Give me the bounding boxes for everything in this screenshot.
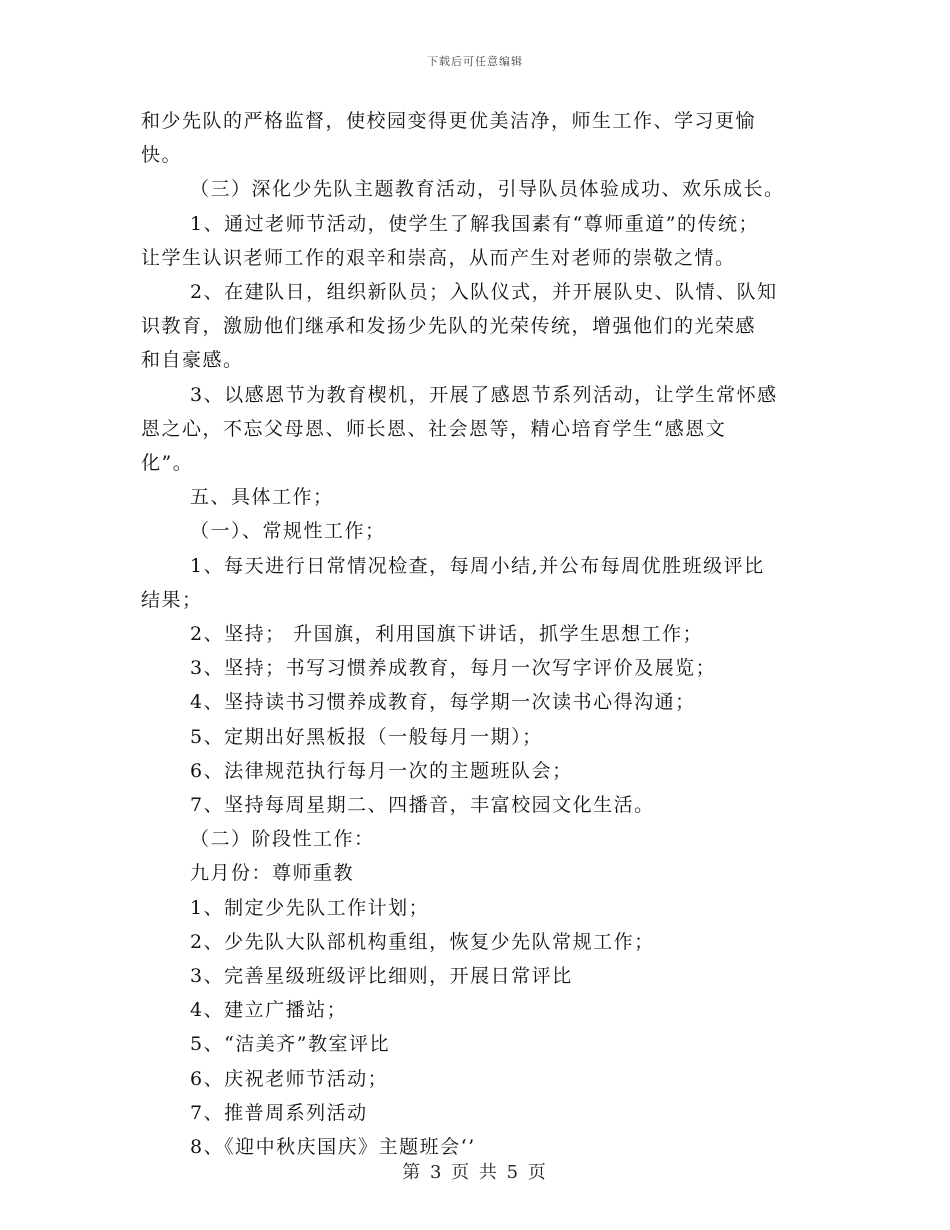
list-item: 5、定期出好黑板报（一般每月一期）； xyxy=(190,725,543,748)
month-heading: 九月份：尊师重教 xyxy=(190,862,355,885)
list-item: 5、“洁美齐”教室评比 xyxy=(190,1033,391,1056)
section-heading: （三）深化少先队主题教育活动，引导队员体验成功、欢乐成长。 xyxy=(190,178,785,201)
list-item: 3、完善星级班级评比细则，开展日常评比 xyxy=(190,965,573,988)
list-item: 7、坚持每周星期二、四播音，丰富校园文化生活。 xyxy=(190,794,655,817)
paragraph-line: 和自豪感。 xyxy=(141,349,244,372)
list-item: 6、庆祝老师节活动； xyxy=(190,1067,389,1090)
list-item: 4、坚持读书习惯养成教育，每学期一次读书心得沟通； xyxy=(190,691,696,714)
list-item: 2、少先队大队部机构重组，恢复少先队常规工作； xyxy=(190,930,655,953)
page-header: 下载后可任意编辑 xyxy=(427,55,523,68)
paragraph-line: 识教育，激励他们继承和发扬少先队的光荣传统，增强他们的光荣感 xyxy=(141,315,757,338)
paragraph-line: 1、通过老师节活动，使学生了解我国素有“尊师重道”的传统； xyxy=(190,212,760,235)
section-heading: （二）阶段性工作： xyxy=(190,828,375,851)
paragraph-line: 恩之心，不忘父母恩、师长恩、社会恩等，精心培育学生“感恩文 xyxy=(141,417,727,440)
list-item: 1、每天进行日常情况检查，每周小结,并公布每周优胜班级评比 xyxy=(190,554,765,577)
paragraph-line: 快。 xyxy=(141,144,183,167)
list-item: 8、《迎中秋庆国庆》主题班会‘’ xyxy=(190,1136,476,1159)
list-item: 6、法律规范执行每月一次的主题班队会； xyxy=(190,759,573,782)
paragraph-line: 化”。 xyxy=(141,452,194,475)
paragraph-line: 3、以感恩节为教育楔机，开展了感恩节系列活动，让学生常怀感 xyxy=(190,383,778,406)
list-item: 3、坚持；书写习惯养成教育，每月一次写字评价及展览； xyxy=(190,657,717,680)
list-item: 7、推普周系列活动 xyxy=(190,1101,368,1124)
paragraph-line: 和少先队的严格监督，使校园变得更优美洁净，师生工作、学习更愉 xyxy=(141,110,757,132)
list-item: 4、建立广播站； xyxy=(190,999,348,1022)
list-item: 2、坚持； 升国旗，利用国旗下讲话，抓学生思想工作； xyxy=(190,623,704,646)
section-heading: （一）、常规性工作； xyxy=(190,520,386,543)
document-body xyxy=(141,104,821,1164)
paragraph-line: 2、在建队日，组织新队员；入队仪式，并开展队史、队情、队知 xyxy=(190,281,778,304)
paragraph-line: 让学生认识老师工作的艰辛和崇高，从而产生对老师的崇敬之情。 xyxy=(141,246,736,269)
page-number: 第 3 页 共 5 页 xyxy=(402,1162,548,1183)
list-item: 1、制定少先队工作计划； xyxy=(190,896,430,919)
section-heading: 五、具体工作； xyxy=(190,486,334,509)
list-item: 结果； xyxy=(141,588,203,611)
